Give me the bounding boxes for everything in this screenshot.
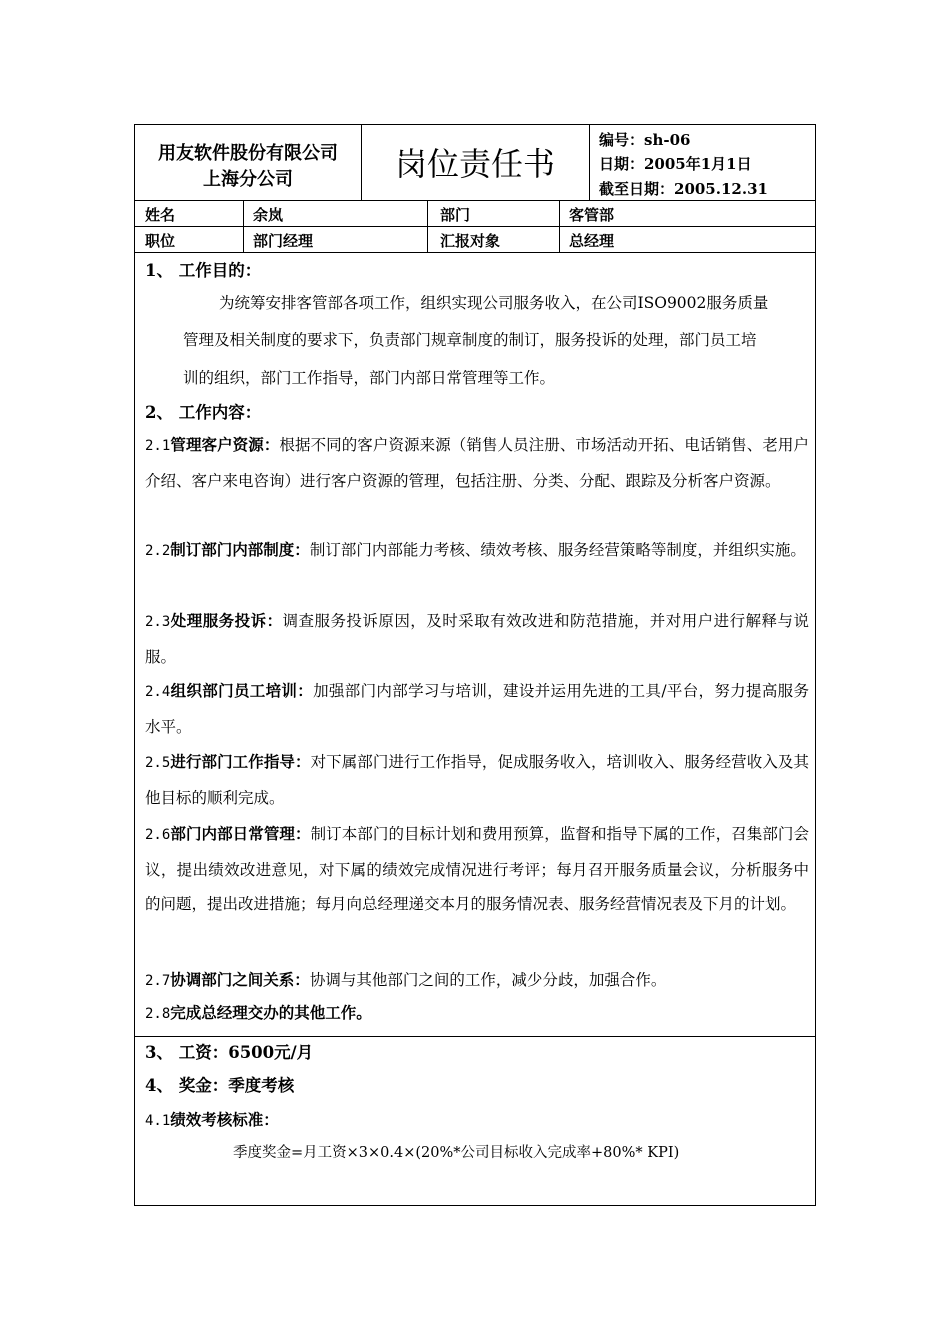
divider (135, 200, 815, 201)
work-item (145, 745, 809, 815)
sub-title: 绩效考核标准： (170, 1110, 279, 1129)
report-to-value: 总经理 (569, 232, 615, 250)
item-number: 2.5 (145, 755, 171, 771)
item-number: 2.6 (145, 827, 171, 843)
report-to-label: 汇报对象 (440, 232, 501, 250)
item-text: 加强部门内部学习与培训，建设并运用先进的工具/平台，努力提高服务水平。 (145, 682, 809, 736)
purpose-line-3: 训的组织，部门工作指导，部门内部日常管理等工作。 (183, 369, 556, 387)
work-item (145, 604, 809, 674)
deadline-date: 截至日期：2005.12.31 (599, 180, 768, 198)
position-value: 部门经理 (253, 232, 314, 250)
item-number: 2.2 (145, 543, 171, 559)
section-4-heading: 4、 奖金：季度考核 (145, 1076, 295, 1095)
department-value: 客管部 (569, 206, 615, 224)
name-label: 姓名 (145, 206, 176, 224)
item-title: 组织部门员工培训： (170, 681, 314, 700)
item-title: 协调部门之间关系： (170, 970, 310, 989)
document-title: 岗位责任书 (394, 145, 555, 183)
item-text: 制订部门内部能力考核、绩效考核、服务经营策略等制度，并组织实施。 (309, 541, 806, 559)
item-number: 2.7 (145, 973, 171, 989)
item-text: 制订本部门的目标计划和费用预算，监督和指导下属的工作，召集部门会议，提出绩效改进意见，对下属的绩效完成情况进行考评；每月召开服务质量会议，分析服务中的问题，提出改进措施；每月向总经理递交本月的服务情况表、服务经营情况表及下月的计划。 (145, 825, 809, 913)
company-name: 用友软件股份有限公司 (158, 143, 338, 164)
work-item (145, 674, 809, 744)
divider (243, 200, 244, 252)
responsibility-form (134, 124, 816, 1206)
purpose-line-2: 管理及相关制度的要求下，负责部门规章制度的制订，服务投诉的处理，部门员工培 (183, 331, 757, 349)
item-title: 制订部门内部制度： (170, 540, 310, 559)
item-number: 2.3 (145, 614, 171, 630)
section-3-heading: 3、 工资：6500元/月 (145, 1043, 314, 1062)
name-value: 余岚 (253, 206, 284, 224)
document-code: 编号：sh-06 (599, 131, 691, 149)
work-item (145, 996, 809, 1032)
divider (589, 125, 590, 200)
bonus-formula: 季度奖金=月工资×3×0.4×(20%*公司目标收入完成率+80%* KPI) (233, 1145, 680, 1161)
item-text: 协调与其他部门之间的工作，减少分歧，加强合作。 (309, 971, 667, 989)
divider (135, 1036, 815, 1037)
item-number: 2.1 (145, 438, 171, 454)
divider (427, 200, 428, 252)
purpose-line-1: 为统筹安排客管部各项工作，组织实现公司服务收入，在公司ISO9002服务质量 (219, 294, 769, 312)
section-2-heading: 2、 工作内容： (145, 403, 262, 422)
item-text: 调查服务投诉原因，及时采取有效改进和防范措施，并对用户进行解释与说服。 (145, 612, 809, 666)
item-text: 根据不同的客户资源来源（销售人员注册、市场活动开拓、电话销售、老用户介绍、客户来电咨询）进行客户资源的管理，包括注册、分类、分配、跟踪及分析客户资源。 (145, 436, 809, 490)
item-number: 2.8 (145, 1006, 171, 1022)
document-date: 日期：2005年1月1日 (599, 155, 752, 173)
position-label: 职位 (145, 232, 176, 250)
item-title: 管理客户资源： (170, 435, 280, 454)
work-item (145, 817, 809, 922)
work-item (145, 533, 809, 569)
branch-name: 上海分公司 (203, 169, 293, 190)
divider (135, 252, 815, 253)
item-title: 处理服务投诉： (170, 611, 283, 630)
work-item (145, 428, 809, 498)
criteria-subheading (145, 1108, 279, 1130)
divider (135, 226, 815, 227)
work-item (145, 963, 809, 999)
item-text: 对下属部门进行工作指导，促成服务收入，培训收入、服务经营收入及其他目标的顺利完成。 (145, 753, 809, 807)
divider (559, 200, 560, 252)
section-1-heading: 1、 工作目的： (145, 261, 262, 280)
item-title: 进行部门工作指导： (170, 752, 311, 771)
item-title: 部门内部日常管理： (170, 824, 311, 843)
item-title: 完成总经理交办的其他工作。 (170, 1003, 372, 1022)
sub-number: 4.1 (145, 1113, 171, 1129)
item-number: 2.4 (145, 684, 171, 700)
department-label: 部门 (440, 206, 471, 224)
